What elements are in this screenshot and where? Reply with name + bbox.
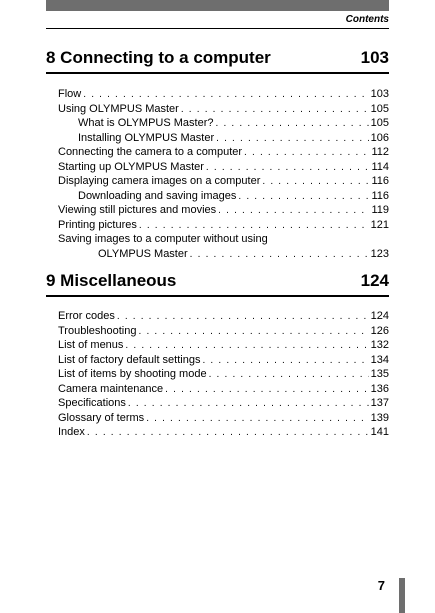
toc-entry[interactable] bbox=[58, 382, 389, 397]
toc-entry-page: 123 bbox=[370, 247, 389, 260]
toc-entry-title: Viewing still pictures and movies bbox=[58, 204, 217, 216]
toc-entry-page: 103 bbox=[370, 88, 389, 100]
toc-entry[interactable] bbox=[58, 131, 389, 146]
toc-entry[interactable] bbox=[58, 116, 389, 131]
toc-entry[interactable] bbox=[58, 367, 389, 382]
toc-entry-page: 137 bbox=[370, 397, 389, 409]
toc-entry[interactable] bbox=[58, 218, 389, 233]
toc-entry-title: List of menus bbox=[58, 339, 124, 351]
header-bar bbox=[46, 0, 389, 11]
toc-entry-page: 126 bbox=[370, 324, 389, 337]
dot-leader bbox=[216, 132, 369, 147]
toc-entry-title: Error codes bbox=[58, 310, 115, 322]
toc-entry-page: 105 bbox=[370, 117, 389, 129]
chapter-9-heading[interactable] bbox=[46, 271, 389, 291]
dot-leader bbox=[83, 88, 368, 103]
toc-entry-page: 106 bbox=[370, 131, 389, 144]
toc-entry[interactable] bbox=[58, 353, 389, 368]
toc-entry-title: Using OLYMPUS Master bbox=[58, 102, 179, 115]
toc-entry[interactable] bbox=[58, 338, 389, 353]
chapter-rule bbox=[46, 295, 389, 297]
toc-entry[interactable] bbox=[58, 425, 389, 440]
toc-entry[interactable] bbox=[58, 189, 389, 204]
toc-entry-title: Flow bbox=[58, 88, 82, 100]
toc-entry[interactable] bbox=[58, 145, 389, 160]
dot-leader bbox=[209, 368, 369, 383]
dot-leader bbox=[138, 325, 368, 340]
chapter-title: 8 Connecting to a computer bbox=[46, 48, 271, 67]
toc-entry[interactable] bbox=[58, 102, 389, 117]
toc-entry[interactable] bbox=[58, 203, 389, 218]
dot-leader bbox=[262, 175, 369, 190]
toc-entry-title: Specifications bbox=[58, 397, 126, 409]
side-tab-bar bbox=[399, 578, 405, 613]
toc-entry-page: 135 bbox=[370, 368, 389, 380]
toc-entry[interactable] bbox=[58, 87, 389, 102]
toc-entry-title: Downloading and saving images bbox=[78, 189, 237, 202]
toc-entry[interactable] bbox=[58, 411, 389, 426]
toc-entry-page: 132 bbox=[370, 339, 389, 351]
dot-leader bbox=[202, 354, 368, 369]
dot-leader bbox=[216, 117, 369, 132]
toc-entry-title: List of factory default settings bbox=[58, 353, 201, 366]
toc-entry[interactable] bbox=[58, 160, 389, 175]
toc-entry-title: Troubleshooting bbox=[58, 324, 137, 337]
dot-leader bbox=[125, 339, 368, 354]
toc-entry-page: 121 bbox=[370, 218, 389, 231]
toc-entry-title: OLYMPUS Master bbox=[98, 247, 188, 260]
dot-leader bbox=[139, 219, 369, 234]
chapter-page: 124 bbox=[360, 271, 389, 290]
toc-entry-title: Installing OLYMPUS Master bbox=[78, 131, 215, 144]
toc-entry-page: 119 bbox=[371, 204, 389, 216]
toc-section-9 bbox=[58, 309, 389, 440]
dot-leader bbox=[238, 190, 369, 205]
running-header: Contents bbox=[345, 14, 389, 25]
chapter-8-heading[interactable] bbox=[46, 48, 389, 68]
toc-entry-page: 105 bbox=[370, 102, 389, 115]
toc-entry-title: Camera maintenance bbox=[58, 382, 164, 395]
chapter-title: 9 Miscellaneous bbox=[46, 271, 177, 290]
toc-entry-page: 124 bbox=[370, 310, 389, 322]
toc-entry[interactable] bbox=[58, 324, 389, 339]
page-number: 7 bbox=[377, 578, 385, 593]
dot-leader bbox=[87, 426, 369, 441]
toc-entry-page: 116 bbox=[371, 175, 389, 187]
dot-leader bbox=[244, 146, 369, 161]
toc-entry-title: Index bbox=[58, 426, 85, 438]
toc-entry-title: Starting up OLYMPUS Master bbox=[58, 160, 204, 173]
toc-entry-page: 112 bbox=[371, 146, 389, 158]
dot-leader bbox=[190, 248, 369, 263]
toc-entry-page: 114 bbox=[371, 160, 389, 173]
toc-entry-title: Glossary of terms bbox=[58, 411, 145, 424]
toc-entry-page: 141 bbox=[370, 426, 389, 438]
dot-leader bbox=[117, 310, 369, 325]
dot-leader bbox=[165, 383, 368, 398]
dot-leader bbox=[206, 161, 370, 176]
toc-section-8 bbox=[58, 87, 389, 261]
toc-entry-title: Displaying camera images on a computer bbox=[58, 175, 261, 187]
toc-entry-title: Printing pictures bbox=[58, 218, 137, 231]
toc-entry[interactable] bbox=[58, 396, 389, 411]
header-rule bbox=[46, 28, 389, 29]
dot-leader bbox=[146, 412, 368, 427]
toc-entry[interactable] bbox=[58, 174, 389, 189]
dot-leader bbox=[128, 397, 369, 412]
toc-entry[interactable] bbox=[58, 309, 389, 324]
toc-entry-title: List of items by shooting mode bbox=[58, 368, 207, 380]
toc-entry-wrapped-line[interactable] bbox=[58, 232, 389, 247]
chapter-page: 103 bbox=[360, 48, 389, 67]
toc-entry-page: 139 bbox=[370, 411, 389, 424]
toc-entry-page: 136 bbox=[370, 382, 389, 395]
toc-entry-title: Connecting the camera to a computer bbox=[58, 146, 243, 158]
toc-entry[interactable] bbox=[58, 247, 389, 262]
chapter-rule bbox=[46, 72, 389, 74]
toc-entry-title: Saving images to a computer without using bbox=[58, 233, 268, 245]
dot-leader bbox=[181, 103, 369, 118]
dot-leader bbox=[218, 204, 369, 219]
toc-entry-title: What is OLYMPUS Master? bbox=[78, 117, 214, 129]
toc-entry-page: 116 bbox=[371, 189, 389, 202]
toc-entry-page: 134 bbox=[370, 353, 389, 366]
